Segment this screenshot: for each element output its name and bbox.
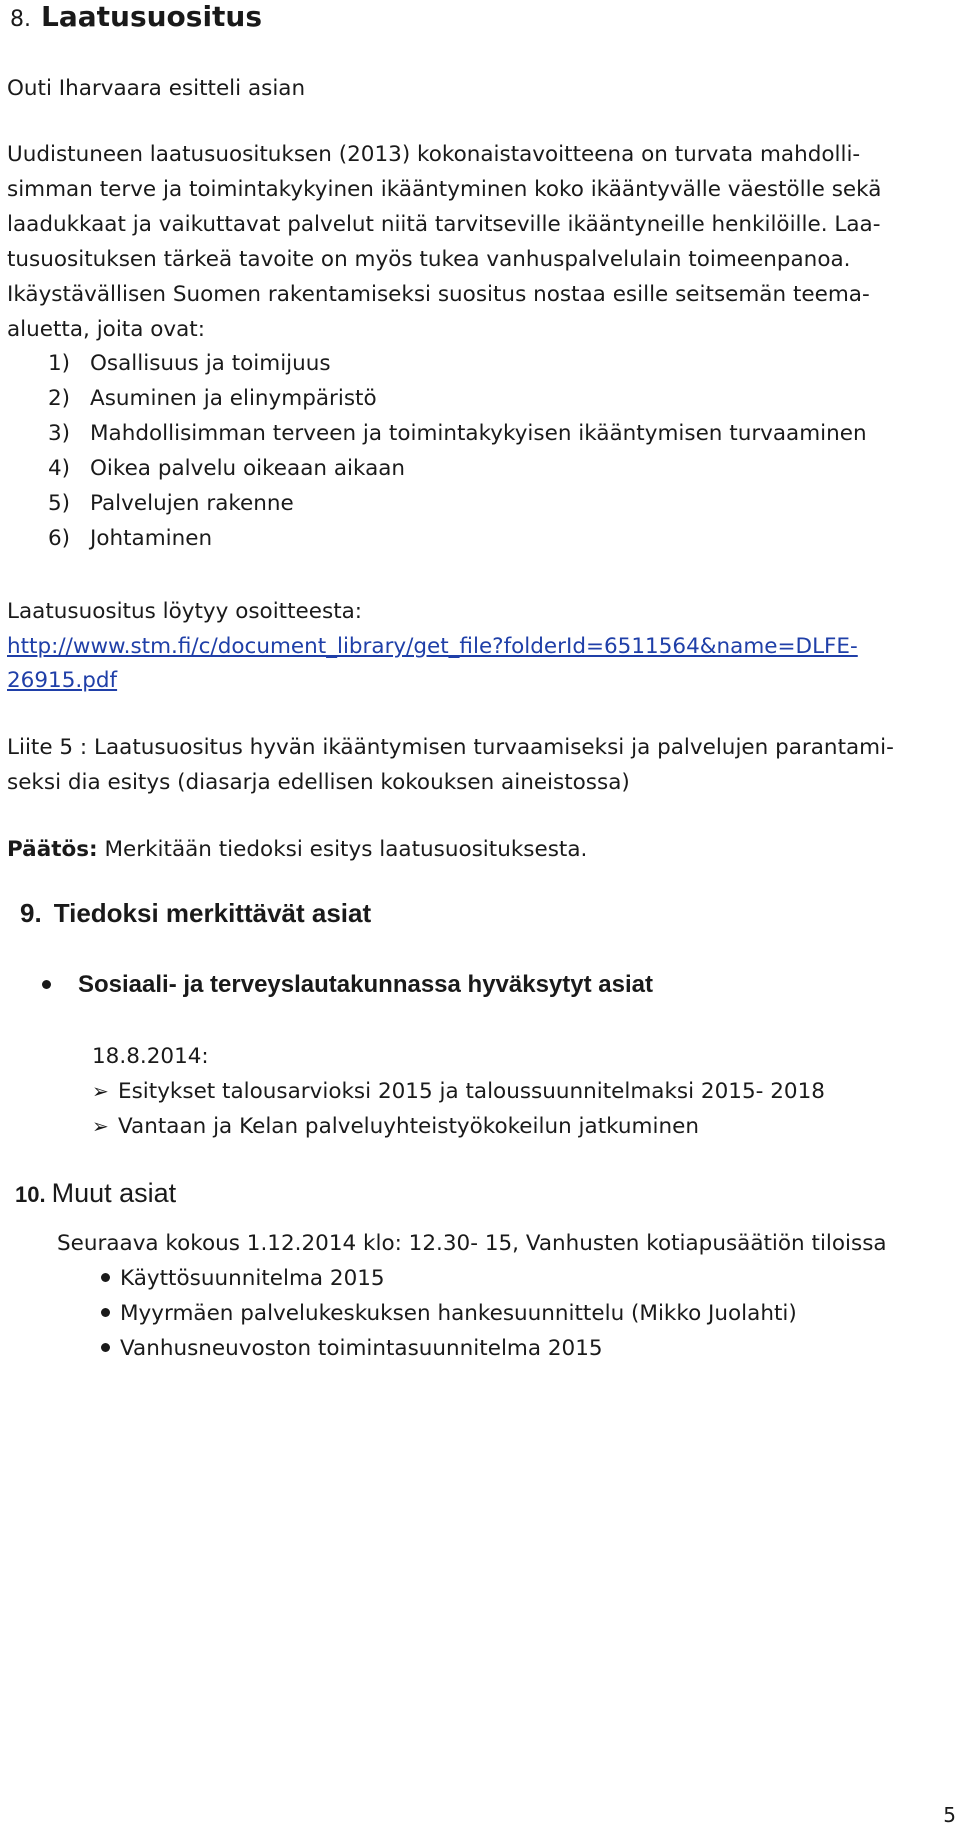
decision-label: Päätös: xyxy=(7,837,98,862)
list-item: 6) Johtaminen xyxy=(48,526,213,551)
list-item: 3) Mahdollisimman terveen ja toimintakykyisen ikääntymisen turvaaminen xyxy=(48,421,867,446)
document-link-cont[interactable] xyxy=(7,663,117,698)
list-item: Vanhusneuvoston toimintasuunnitelma 2015 xyxy=(101,1331,797,1366)
next-meeting: Seuraava kokous 1.12.2014 klo: 12.30- 15, Vanhusten kotiapusäätiön tiloissa xyxy=(57,1231,887,1256)
list-item: 2) Asuminen ja elinympäristö xyxy=(48,386,377,411)
list-item: 4) Oikea palvelu oikeaan aikaan xyxy=(48,456,406,481)
bullet-icon xyxy=(42,980,51,989)
list-item: 5) Palvelujen rakenne xyxy=(48,491,294,516)
decision-date: 18.8.2014: xyxy=(92,1044,209,1069)
bullet-icon xyxy=(101,1343,110,1352)
bullet-icon xyxy=(101,1273,110,1282)
section-10-heading xyxy=(15,1178,176,1209)
agenda-list xyxy=(101,1261,797,1366)
theme-list xyxy=(48,346,867,556)
document-link[interactable] xyxy=(7,629,858,664)
arrow-bullet-icon: ➢ xyxy=(92,1114,109,1138)
section-8-number: 8. xyxy=(10,7,31,32)
section-8-title: Laatusuositus xyxy=(41,0,263,33)
section-9-heading xyxy=(20,898,371,929)
section-8-paragraph xyxy=(7,137,881,347)
paragraph-line: laadukkaat ja vaikuttavat palvelut niitä tarvitseville ikääntyneille henkilöille. Laa- xyxy=(7,212,881,237)
page-number: 5 xyxy=(943,1803,956,1827)
decision-line xyxy=(7,832,587,867)
section-9-subheading: Sosiaali- ja terveyslautakunnassa hyväksytyt asiat xyxy=(78,971,653,998)
section-9-number: 9. xyxy=(20,898,42,928)
list-item: ➢ Vantaan ja Kelan palveluyhteistyökokeilun jatkuminen xyxy=(92,1109,699,1144)
paragraph-line: Uudistuneen laatusuosituksen (2013) kokonaistavoitteena on turvata mahdolli- xyxy=(7,142,861,167)
document-link-line-2[interactable]: 26915.pdf xyxy=(7,668,118,693)
section-10-title: Muut asiat xyxy=(51,1178,177,1208)
paragraph-line: Ikäystävällisen Suomen rakentamiseksi suositus nostaa esille seitsemän teema- xyxy=(7,282,870,307)
paragraph-line: simman terve ja toimintakykyinen ikääntyminen koko ikääntyvälle väestölle sekä xyxy=(7,177,882,202)
attachment-line: seksi dia esitys (diasarja edellisen kokouksen aineistossa) xyxy=(7,770,630,795)
bullet-icon xyxy=(101,1308,110,1317)
paragraph-line: aluetta, joita ovat: xyxy=(7,317,205,342)
attachment-line: Liite 5 : Laatusuositus hyvän ikääntymisen turvaamiseksi ja palvelujen parantami- xyxy=(7,735,894,760)
arrow-bullet-icon: ➢ xyxy=(92,1079,109,1103)
list-item: 1) Osallisuus ja toimijuus xyxy=(48,351,331,376)
decision-text: Merkitään tiedoksi esitys laatusuosituksesta. xyxy=(97,837,588,862)
list-item: ➢ Esitykset talousarvioksi 2015 ja taloussuunnitelmaksi 2015- 2018 xyxy=(92,1074,825,1109)
presenter-line: Outi Iharvaara esitteli asian xyxy=(7,76,306,101)
paragraph-line: tusuosituksen tärkeä tavoite on myös tukea vanhuspalvelulain toimeenpanoa. xyxy=(7,247,851,272)
section-9-title: Tiedoksi merkittävät asiat xyxy=(53,898,372,928)
document-link-line-1[interactable]: http://www.stm.fi/c/document_library/get_file?folderId=6511564&name=DLFE- xyxy=(7,634,858,659)
list-item: Käyttösuunnitelma 2015 xyxy=(101,1261,797,1296)
list-item: Myyrmäen palvelukeskuksen hankesuunnittelu (Mikko Juolahti) xyxy=(101,1296,797,1331)
section-8-heading xyxy=(10,0,262,33)
link-intro: Laatusuositus löytyy osoitteesta: xyxy=(7,599,363,624)
section-10-number: 10. xyxy=(15,1182,46,1207)
